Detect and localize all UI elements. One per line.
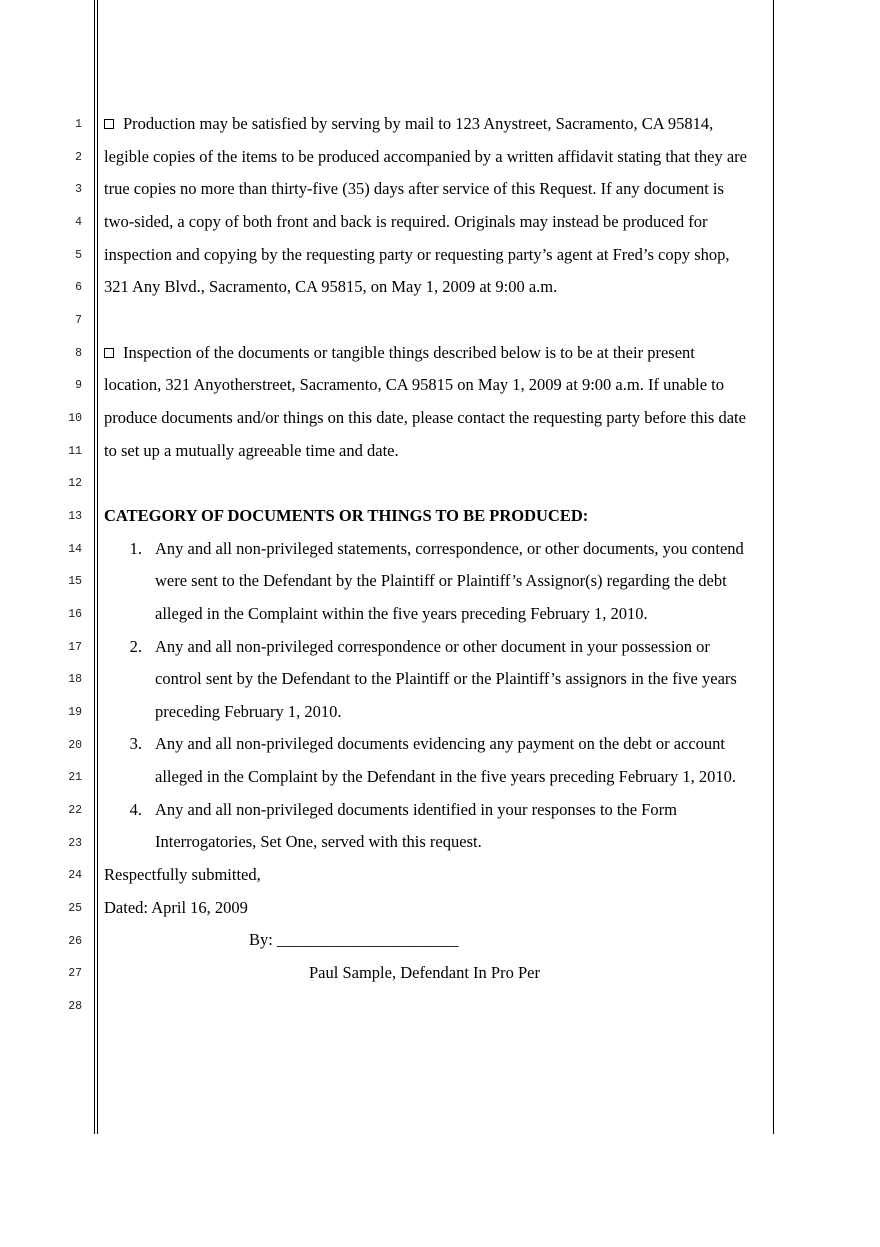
signature-line: By: ______________________: [249, 930, 459, 949]
line-number: 7: [75, 314, 82, 327]
paragraph1-line: two-sided, a copy of both front and back is required. Originals may instead be produced for: [104, 212, 708, 231]
signer-name: Paul Sample, Defendant In Pro Per: [309, 963, 540, 982]
line-number: 10: [68, 412, 82, 425]
item-number: 1.: [129, 539, 142, 558]
line-number: 11: [68, 445, 82, 458]
line-number: 25: [68, 902, 82, 915]
paragraph1-line: inspection and copying by the requesting party or requesting party’s agent at Fred’s copy shop,: [104, 245, 730, 264]
item-line: were sent to the Defendant by the Plaintiff or Plaintiff’s Assignor(s) regarding the debt: [155, 571, 727, 590]
line-number: 8: [75, 347, 82, 360]
line-number: 2: [75, 151, 82, 164]
item-line: alleged in the Complaint within the five years preceding February 1, 2010.: [155, 604, 648, 623]
line-number: 5: [75, 249, 82, 262]
paragraph1-line: 321 Any Blvd., Sacramento, CA 95815, on May 1, 2009 at 9:00 a.m.: [104, 277, 558, 296]
paragraph1-line: legible copies of the items to be produced accompanied by a written affidavit stating that they are: [104, 147, 747, 166]
right-margin-rule: [773, 0, 774, 1134]
line-number: 24: [68, 869, 82, 882]
line-number: 17: [68, 641, 82, 654]
item-line: preceding February 1, 2010.: [155, 702, 342, 721]
line-number: 13: [68, 510, 82, 523]
item-number: 4.: [129, 800, 142, 819]
paragraph1-line: Production may be satisfied by serving by mail to 123 Anystreet, Sacramento, CA 95814,: [104, 114, 713, 134]
line-number: 15: [68, 575, 82, 588]
line-number: 19: [68, 706, 82, 719]
item-line: control sent by the Defendant to the Plaintiff or the Plaintiff’s assignors in the five years: [155, 669, 737, 688]
dated-text: Dated: April 16, 2009: [104, 898, 248, 917]
item-line: Any and all non-privileged documents evidencing any payment on the debt or account: [155, 734, 725, 753]
line-number: 6: [75, 281, 82, 294]
line-number: 27: [68, 967, 82, 980]
line-number: 12: [68, 477, 82, 490]
line-number: 18: [68, 673, 82, 686]
line-number: 14: [68, 543, 82, 556]
line-number: 28: [68, 1000, 82, 1013]
checkbox-icon[interactable]: [104, 348, 114, 358]
item-line: Interrogatories, Set One, served with this request.: [155, 832, 482, 851]
line-number: 4: [75, 216, 82, 229]
category-heading: CATEGORY OF DOCUMENTS OR THINGS TO BE PRODUCED:: [104, 506, 589, 525]
left-margin-rule-inner: [97, 0, 98, 1134]
left-margin-rule-outer: [94, 0, 95, 1134]
line-number: 16: [68, 608, 82, 621]
paragraph1-line: true copies no more than thirty-five (35) days after service of this Request. If any document is: [104, 179, 724, 198]
item-line: alleged in the Complaint by the Defendant in the five years preceding February 1, 2010.: [155, 767, 736, 786]
line-number: 23: [68, 837, 82, 850]
line-number: 26: [68, 935, 82, 948]
line-number: 21: [68, 771, 82, 784]
line-number: 3: [75, 183, 82, 196]
item-number: 2.: [129, 637, 142, 656]
closing-text: Respectfully submitted,: [104, 865, 261, 884]
line-number: 22: [68, 804, 82, 817]
line-number: 1: [75, 118, 82, 131]
item-line: Any and all non-privileged statements, correspondence, or other documents, you contend: [155, 539, 744, 558]
paragraph2-line: location, 321 Anyotherstreet, Sacramento, CA 95815 on May 1, 2009 at 9:00 a.m. If unable to: [104, 375, 725, 394]
paragraph2-line: Inspection of the documents or tangible things described below is to be at their present: [104, 343, 695, 363]
checkbox-icon[interactable]: [104, 119, 114, 129]
line-number: 20: [68, 739, 82, 752]
item-number: 3.: [129, 734, 142, 753]
paragraph2-line: to set up a mutually agreeable time and date.: [104, 441, 399, 460]
item-line: Any and all non-privileged documents identified in your responses to the Form: [155, 800, 677, 819]
item-line: Any and all non-privileged correspondence or other document in your possession or: [155, 637, 710, 656]
line-number: 9: [75, 379, 82, 392]
paragraph2-line: produce documents and/or things on this date, please contact the requesting party before this date: [104, 408, 746, 427]
